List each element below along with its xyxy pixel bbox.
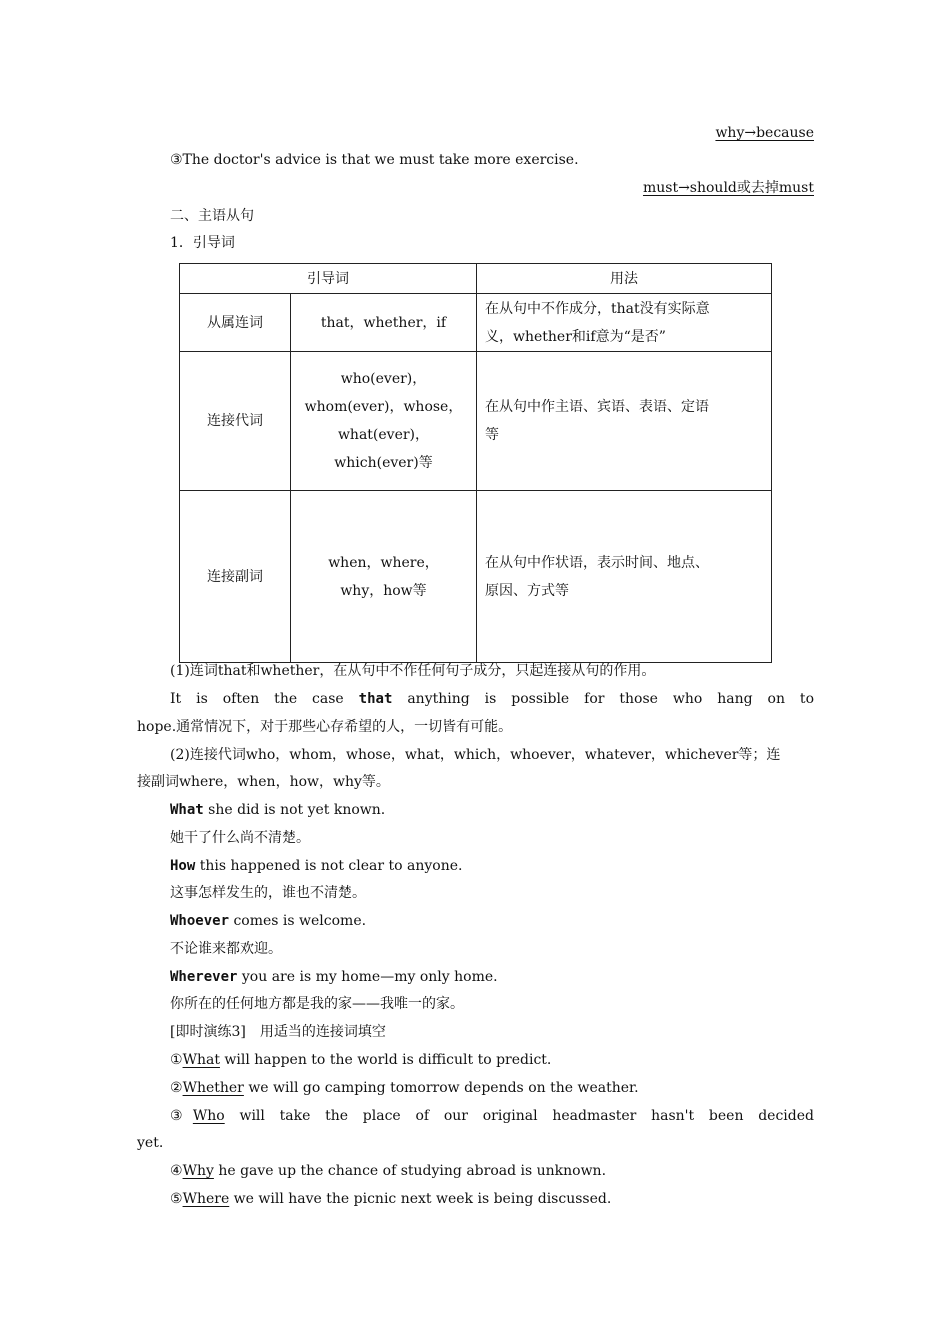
row-words: when，where， why，how等 [291, 491, 477, 663]
row-usage: 在从句中作状语，表示时间、地点、 原因、方式等 [477, 491, 772, 663]
introducer-table [179, 263, 772, 663]
row-words: that，whether，if [291, 294, 477, 352]
subsection-title: 1．引导词 [170, 235, 235, 251]
exercise-item: ④Why he gave up the chance of studying abroad is unknown. [170, 1163, 607, 1179]
table-row [180, 294, 772, 352]
example-en: Wherever you are is my home—my only home. [170, 969, 498, 985]
row-usage: 在从句中作主语、宾语、表语、定语 等 [477, 352, 772, 491]
exercise-item: ②Whether we will go camping tomorrow depends on the weather. [170, 1080, 639, 1096]
example-zh: 不论谁来都欢迎。 [170, 941, 282, 957]
row-type: 连接代词 [180, 352, 291, 491]
exercise-item-3: ③The doctor's advice is that we must take more exercise. [170, 152, 579, 168]
example-en: How this happened is not clear to anyone. [170, 858, 463, 874]
note-1: (1)连词that和whether，在从句中不作任何句子成分，只起连接从句的作用。 [170, 663, 656, 679]
section-title: 二、主语从句 [170, 208, 254, 224]
header-introducer: 引导词 [180, 264, 477, 294]
table-row [180, 491, 772, 663]
example-zh: 她干了什么尚不清楚。 [170, 830, 310, 846]
header-usage: 用法 [477, 264, 772, 294]
example-en: What she did is not yet known. [170, 802, 386, 818]
example-en: Whoever comes is welcome. [170, 913, 367, 929]
answer-correction-2: why→because [715, 125, 814, 141]
row-type: 连接副词 [180, 491, 291, 663]
exercise-item-continuation: yet. [137, 1135, 164, 1151]
note-2-line-1: (2)连接代词who，whom，whose，what，which，whoever，whatever，whichever等；连 [170, 747, 781, 763]
exercise-item: ③Who will take the place of our original headmaster hasn't been decided [170, 1108, 814, 1124]
table-row [180, 352, 772, 491]
exercise-item: ①What will happen to the world is difficult to predict. [170, 1052, 552, 1068]
note-2-line-2: 接副词where，when，how，why等。 [137, 774, 390, 790]
table-header-row [180, 264, 772, 294]
example-zh: 你所在的任何地方都是我的家——我唯一的家。 [170, 996, 464, 1012]
example-sentence-1-translation: hope.通常情况下，对于那些心存希望的人，一切皆有可能。 [137, 719, 513, 735]
row-type: 从属连词 [180, 294, 291, 352]
exercise-item: ⑤Where we will have the picnic next week is being discussed. [170, 1191, 612, 1207]
row-usage: 在从句中不作成分，that没有实际意 义，whether和if意为“是否” [477, 294, 772, 352]
example-zh: 这事怎样发生的，谁也不清楚。 [170, 885, 366, 901]
row-words: who(ever)， whom(ever)，whose， what(ever)， which(ever)等 [291, 352, 477, 491]
example-sentence-1: It is often the case that anything is possible for those who hang on to [170, 691, 814, 707]
exercise-title: [即时演练3] 用适当的连接词填空 [170, 1024, 386, 1040]
answer-correction-3: must→should或去掉must [642, 180, 814, 196]
